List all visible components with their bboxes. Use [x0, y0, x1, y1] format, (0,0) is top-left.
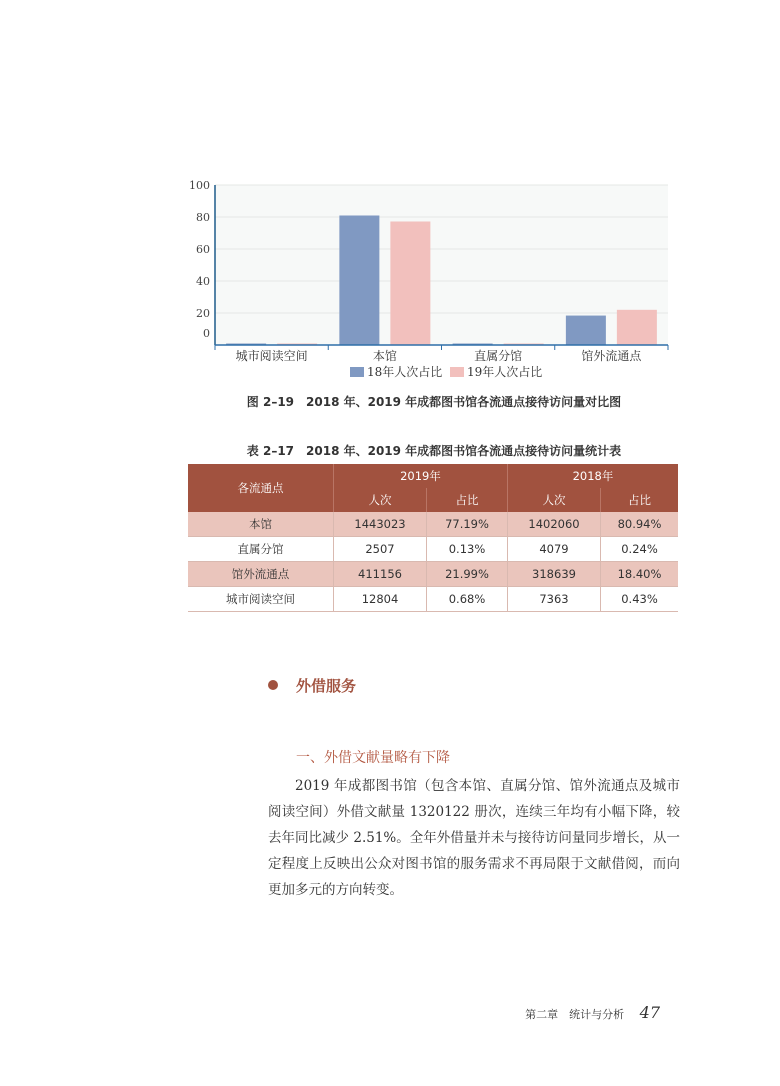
legend-label: 18年人次占比	[367, 365, 443, 379]
bar	[390, 221, 430, 345]
cell-count-2019: 12804	[334, 587, 427, 612]
cell-ratio-2018: 0.43%	[601, 587, 679, 612]
x-tick-label: 馆外流通点	[581, 349, 642, 363]
header-2019: 2019年	[334, 464, 508, 488]
table-row	[188, 537, 678, 562]
cell-name: 城市阅读空间	[188, 587, 334, 612]
y-tick-label: 80	[196, 211, 210, 224]
section-title: 外借服务	[296, 677, 357, 695]
y-axis-ticks	[189, 179, 210, 340]
header-2018: 2018年	[508, 464, 679, 488]
cell-name: 本馆	[188, 512, 334, 537]
y-tick-label: 20	[196, 307, 210, 320]
figure-caption: 图 2–19 2018 年、2019 年成都图书馆各流通点接待访问量对比图	[246, 395, 622, 409]
bar	[566, 316, 606, 345]
bar	[339, 215, 379, 345]
legend-label: 19年人次占比	[467, 365, 543, 379]
cell-ratio-2018: 80.94%	[601, 512, 679, 537]
sub-ratio-2019: 占比	[427, 488, 508, 512]
sub-ratio-2018: 占比	[601, 488, 679, 512]
cell-count-2019: 1443023	[334, 512, 427, 537]
cell-name: 馆外流通点	[188, 562, 334, 587]
chapter-label: 第二章 统计与分析	[525, 1008, 625, 1021]
cell-ratio-2019: 77.19%	[427, 512, 508, 537]
bar-chart	[180, 175, 680, 385]
cell-count-2018: 4079	[508, 537, 601, 562]
cell-count-2018: 7363	[508, 587, 601, 612]
cell-name: 直属分馆	[188, 537, 334, 562]
x-tick-label: 城市阅读空间	[235, 349, 308, 363]
y-tick-label: 0	[203, 327, 210, 340]
legend-swatch	[350, 367, 364, 377]
chart-legend	[350, 364, 542, 379]
bar	[617, 310, 657, 345]
cell-ratio-2018: 18.40%	[601, 562, 679, 587]
cell-count-2019: 411156	[334, 562, 427, 587]
cell-count-2018: 1402060	[508, 512, 601, 537]
body-paragraph: 2019 年成都图书馆（包含本馆、直属分馆、馆外流通点及城市阅读空间）外借文献量 1320122 册次，连续三年均有小幅下降，较去年同比减少 2.51%。全年外借量并未与接待访问量同步增长，从一定程度上反映出公众对图书馆的服务需求不再局限于文献借阅，而向更加多元的方向转变。	[268, 778, 680, 898]
x-tick-label: 本馆	[372, 349, 397, 363]
page-number: 47	[639, 1003, 660, 1022]
section-bullet-icon	[268, 680, 278, 690]
y-tick-label: 40	[196, 275, 210, 288]
page-footer	[525, 1003, 660, 1022]
header-point: 各流通点	[188, 464, 334, 512]
cell-count-2019: 2507	[334, 537, 427, 562]
stats-table	[188, 464, 678, 612]
x-tick-label: 直属分馆	[474, 349, 523, 363]
table-row	[188, 587, 678, 612]
cell-count-2018: 318639	[508, 562, 601, 587]
y-tick-label: 100	[189, 179, 210, 192]
table-row	[188, 562, 678, 587]
legend-swatch	[450, 367, 464, 377]
table-row	[188, 512, 678, 537]
sub-count-2018: 人次	[508, 488, 601, 512]
y-tick-label: 60	[196, 243, 210, 256]
cell-ratio-2018: 0.24%	[601, 537, 679, 562]
cell-ratio-2019: 0.13%	[427, 537, 508, 562]
cell-ratio-2019: 0.68%	[427, 587, 508, 612]
sub-heading: 一、外借文献量略有下降	[296, 750, 450, 766]
sub-count-2019: 人次	[334, 488, 427, 512]
cell-ratio-2019: 21.99%	[427, 562, 508, 587]
table-caption: 表 2–17 2018 年、2019 年成都图书馆各流通点接待访问量统计表	[246, 444, 622, 458]
x-axis-labels	[215, 345, 668, 363]
